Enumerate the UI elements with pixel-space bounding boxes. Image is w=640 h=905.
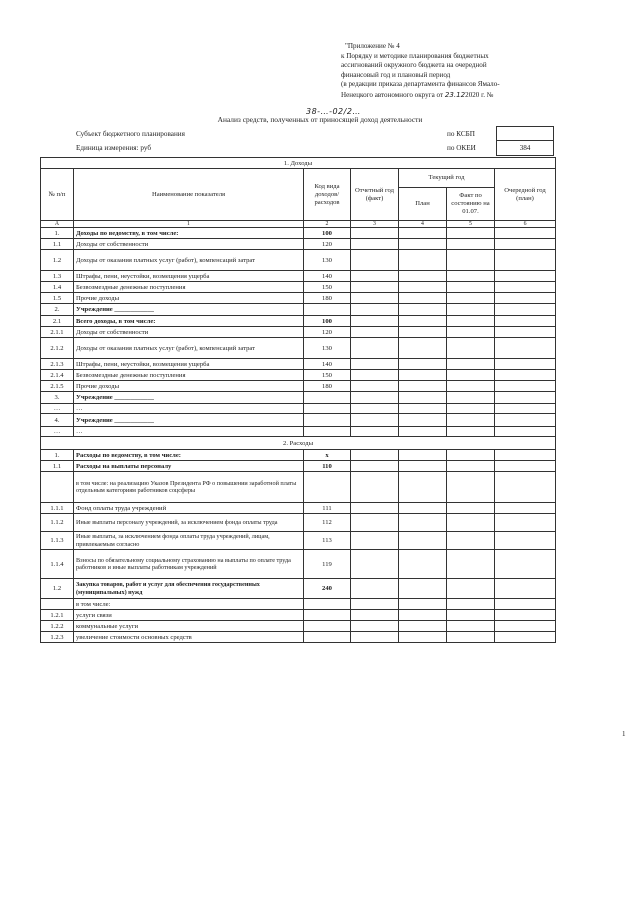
cell-plan [399,404,447,414]
table-row [41,472,556,503]
cell-plan [399,532,447,550]
cell-report [351,359,399,370]
row-number: 1.1 [41,239,74,250]
cell-plan [399,359,447,370]
cell-report [351,293,399,304]
table-row [41,239,556,250]
row-code: 120 [304,327,351,338]
row-name: Доходы от оказания платных услуг (работ), компенсаций затрат [74,338,304,359]
row-code: 180 [304,381,351,392]
row-code [304,599,351,610]
cell-plan [399,239,447,250]
cell-next [495,532,556,550]
table-row [41,370,556,381]
cell-fact [447,316,495,327]
cell-fact [447,338,495,359]
header-row-1 [41,169,556,188]
row-number: 1. [41,228,74,239]
cell-fact [447,370,495,381]
cell-next [495,610,556,621]
cell-plan [399,293,447,304]
col-report-header: Отчетный год (факт) [351,169,399,221]
cell-report [351,599,399,610]
cell-next [495,228,556,239]
cell-plan [399,621,447,632]
cell-plan [399,381,447,392]
row-number: 2.1.3 [41,359,74,370]
table-row [41,316,556,327]
row-code [304,632,351,643]
row-code: 150 [304,282,351,293]
ksbp-label: по КСБП [447,130,475,138]
cell-report [351,404,399,414]
table-row [41,327,556,338]
annex-header [341,42,571,101]
table-row [41,414,556,427]
cell-next [495,370,556,381]
row-number [41,472,74,503]
row-number: … [41,427,74,437]
cell-plan [399,414,447,427]
row-code [304,610,351,621]
row-number: … [41,404,74,414]
cell-next [495,250,556,271]
col-next-header: Очередной год (план) [495,169,556,221]
ksbp-box [496,126,554,141]
row-number: 1.1.4 [41,550,74,579]
analysis-table [40,157,556,643]
row-name: Иные выплаты персоналу учреждений, за исключением фонда оплаты труда [74,514,304,532]
cell-report [351,381,399,392]
annex-line-3: ассигнований окружного бюджета на очередной [341,61,487,70]
unit-label: Единица измерения: руб [76,144,151,152]
cell-fact [447,503,495,514]
cell-next [495,338,556,359]
row-number: 1.5 [41,293,74,304]
table-row [41,250,556,271]
cell-fact [447,550,495,579]
row-name: в том числе: [74,599,304,610]
cell-next [495,327,556,338]
table-row [41,610,556,621]
row-code [304,404,351,414]
row-number: 2.1 [41,316,74,327]
table-row [41,503,556,514]
row-number: 2. [41,304,74,316]
cell-plan [399,579,447,599]
annex-line-1: "Приложение № 4 [345,42,400,50]
cell-plan [399,392,447,404]
row-name: Безвозмездные денежные поступления [74,370,304,381]
row-name: Иные выплаты, за исключением фонда оплаты труда учреждений, лицам, привлекаемым согласно [74,532,304,550]
cell-report [351,316,399,327]
cell-plan [399,427,447,437]
cell-plan [399,228,447,239]
table-row [41,427,556,437]
row-number: 1.1.3 [41,532,74,550]
cell-next [495,239,556,250]
table-row [41,514,556,532]
cell-next [495,359,556,370]
row-name: Учреждение ____________ [74,392,304,404]
cell-fact [447,239,495,250]
row-name: … [74,427,304,437]
col-plan-header: План [399,188,447,221]
okei-box: 384 [496,141,554,156]
cell-fact [447,282,495,293]
row-code: 150 [304,370,351,381]
cell-plan [399,250,447,271]
annex-line-4: финансовый год и плановый период [341,70,451,79]
row-code [304,392,351,404]
cell-plan [399,304,447,316]
row-name: Учреждение ____________ [74,414,304,427]
cell-next [495,271,556,282]
row-number: 1.2.3 [41,632,74,643]
row-code: 100 [304,316,351,327]
handwritten-number: 38-…-02/2… [306,107,361,116]
cell-next [495,427,556,437]
cell-report [351,338,399,359]
cell-plan [399,550,447,579]
cell-fact [447,599,495,610]
table-row [41,359,556,370]
row-code: 111 [304,503,351,514]
cell-plan [399,472,447,503]
row-code: 110 [304,461,351,472]
cell-next [495,503,556,514]
row-code: 240 [304,579,351,599]
row-code: 113 [304,532,351,550]
table-row [41,293,556,304]
cell-plan [399,370,447,381]
row-number: 1. [41,450,74,461]
row-number: 3. [41,392,74,404]
cell-report [351,392,399,404]
cell-report [351,610,399,621]
cell-plan [399,327,447,338]
row-name: в том числе: на реализацию Указов Президента РФ о повышении заработной платы отдельным категориям работников соцсферы [74,472,304,503]
cell-plan [399,338,447,359]
cell-fact [447,404,495,414]
table-row [41,392,556,404]
col-num-header: № п/п [41,169,74,221]
row-code: 120 [304,239,351,250]
row-code [304,414,351,427]
row-number: 1.1.1 [41,503,74,514]
cell-fact [447,304,495,316]
column-index-row: А 1 2 3 4 5 6 [41,221,556,228]
cell-plan [399,282,447,293]
cell-fact [447,250,495,271]
table-row [41,381,556,392]
cell-report [351,621,399,632]
cell-plan [399,461,447,472]
cell-report [351,550,399,579]
cell-fact [447,414,495,427]
row-code: 130 [304,338,351,359]
cell-fact [447,327,495,338]
cell-fact [447,610,495,621]
col-code-header: Код вида доходов/ расходов [304,169,351,221]
page-number: 1 [622,730,626,738]
row-name: Штрафы, пени, неустойки, возмещения ущерба [74,271,304,282]
cell-report [351,514,399,532]
cell-report [351,304,399,316]
document-title: Анализ средств, полученных от приносящей доход деятельности [217,115,423,124]
cell-next [495,514,556,532]
row-name: … [74,404,304,414]
cell-report [351,250,399,271]
table-row [41,271,556,282]
cell-next [495,414,556,427]
cell-fact [447,228,495,239]
cell-report [351,370,399,381]
handwritten-date: 23.12 [444,89,466,99]
row-number: 1.4 [41,282,74,293]
cell-next [495,472,556,503]
cell-report [351,532,399,550]
cell-fact [447,532,495,550]
row-name: Взносы по обязательному социальному страхованию на выплаты по оплате труда работников и иные выплаты работникам учреждений [74,550,304,579]
row-code [304,427,351,437]
cell-next [495,621,556,632]
cell-plan [399,610,447,621]
row-name: Безвозмездные денежные поступления [74,282,304,293]
row-number: 2.1.2 [41,338,74,359]
row-name: Штрафы, пени, неустойки, возмещения ущерба [74,359,304,370]
table-row [41,621,556,632]
table-row [41,632,556,643]
cell-next [495,632,556,643]
cell-fact [447,472,495,503]
row-number: 1.1.2 [41,514,74,532]
row-name: коммунальные услуги [74,621,304,632]
row-name: Закупка товаров, работ и услуг для обеспечения государственных (муниципальных) нужд [74,579,304,599]
cell-next [495,599,556,610]
okei-label: по ОКЕИ [447,144,476,152]
row-name: Расходы по ведомству, в том числе: [74,450,304,461]
cell-report [351,632,399,643]
row-code: 119 [304,550,351,579]
cell-fact [447,621,495,632]
cell-plan [399,271,447,282]
row-code: 112 [304,514,351,532]
cell-next [495,550,556,579]
row-name: услуги связи [74,610,304,621]
row-name: Фонд оплаты труда учреждений [74,503,304,514]
row-name: Доходы от собственности [74,239,304,250]
row-code: 100 [304,228,351,239]
col-fact-header: Факт по состоянию на 01.07. [447,188,495,221]
table-row [41,550,556,579]
row-number: 2.1.4 [41,370,74,381]
table-row [41,461,556,472]
table-row [41,532,556,550]
table-row [41,282,556,293]
cell-fact [447,450,495,461]
cell-fact [447,271,495,282]
row-name: Всего доходы, в том числе: [74,316,304,327]
table-row [41,228,556,239]
cell-fact [447,579,495,599]
row-code: x [304,450,351,461]
cell-report [351,414,399,427]
cell-fact [447,461,495,472]
cell-report [351,239,399,250]
row-name: Доходы от оказания платных услуг (работ), компенсаций затрат [74,250,304,271]
cell-report [351,228,399,239]
col-name-header: Наименование показателя [74,169,304,221]
cell-fact [447,392,495,404]
row-code: 130 [304,250,351,271]
cell-report [351,282,399,293]
cell-fact [447,514,495,532]
row-number: 4. [41,414,74,427]
cell-fact [447,427,495,437]
cell-fact [447,359,495,370]
row-code [304,472,351,503]
row-name: Учреждение ____________ [74,304,304,316]
cell-next [495,316,556,327]
cell-next [495,392,556,404]
row-number: 1.2 [41,250,74,271]
cell-plan [399,599,447,610]
cell-report [351,327,399,338]
cell-plan [399,514,447,532]
row-code: 140 [304,271,351,282]
row-name: увеличение стоимости основных средств [74,632,304,643]
annex-line-5: (в редакции приказа департамента финансов Ямало- [341,80,500,89]
cell-plan [399,503,447,514]
cell-next [495,381,556,392]
cell-fact [447,381,495,392]
row-number: 1.2 [41,579,74,599]
row-number: 2.1.1 [41,327,74,338]
annex-line-2: к Порядку и методике планирования бюджетных [341,51,489,60]
row-number: 1.2.2 [41,621,74,632]
cell-fact [447,632,495,643]
cell-plan [399,316,447,327]
cell-next [495,461,556,472]
row-code: 140 [304,359,351,370]
row-code: 180 [304,293,351,304]
meta-block [40,126,554,156]
row-name: Доходы от собственности [74,327,304,338]
table-row [41,579,556,599]
cell-next [495,579,556,599]
cell-report [351,427,399,437]
row-code [304,621,351,632]
cell-report [351,271,399,282]
cell-report [351,503,399,514]
table-row [41,304,556,316]
cell-report [351,472,399,503]
row-number: 1.1 [41,461,74,472]
cell-next [495,450,556,461]
row-name: Доходы по ведомству, в том числе: [74,228,304,239]
row-number: 1.3 [41,271,74,282]
table-row [41,450,556,461]
cell-report [351,579,399,599]
cell-report [351,450,399,461]
table-row [41,599,556,610]
expense-section-header: 2. Расходы [41,437,556,450]
subject-label: Субъект бюджетного планирования [76,130,185,138]
row-name: Расходы на выплаты персоналу [74,461,304,472]
cell-plan [399,632,447,643]
row-number: 2.1.5 [41,381,74,392]
cell-fact [447,293,495,304]
annex-line-6: Ненецкого автономного округа от 23.122020 г. № [341,89,494,99]
row-code [304,304,351,316]
cell-next [495,282,556,293]
cell-next [495,304,556,316]
cell-report [351,461,399,472]
income-section-header: 1. Доходы [41,158,556,169]
row-name: Прочие доходы [74,381,304,392]
table-row [41,404,556,414]
cell-next [495,404,556,414]
row-number [41,599,74,610]
cell-next [495,293,556,304]
col-current-header: Текущий год [399,169,495,188]
cell-plan [399,450,447,461]
row-name: Прочие доходы [74,293,304,304]
row-number: 1.2.1 [41,610,74,621]
table-row [41,338,556,359]
